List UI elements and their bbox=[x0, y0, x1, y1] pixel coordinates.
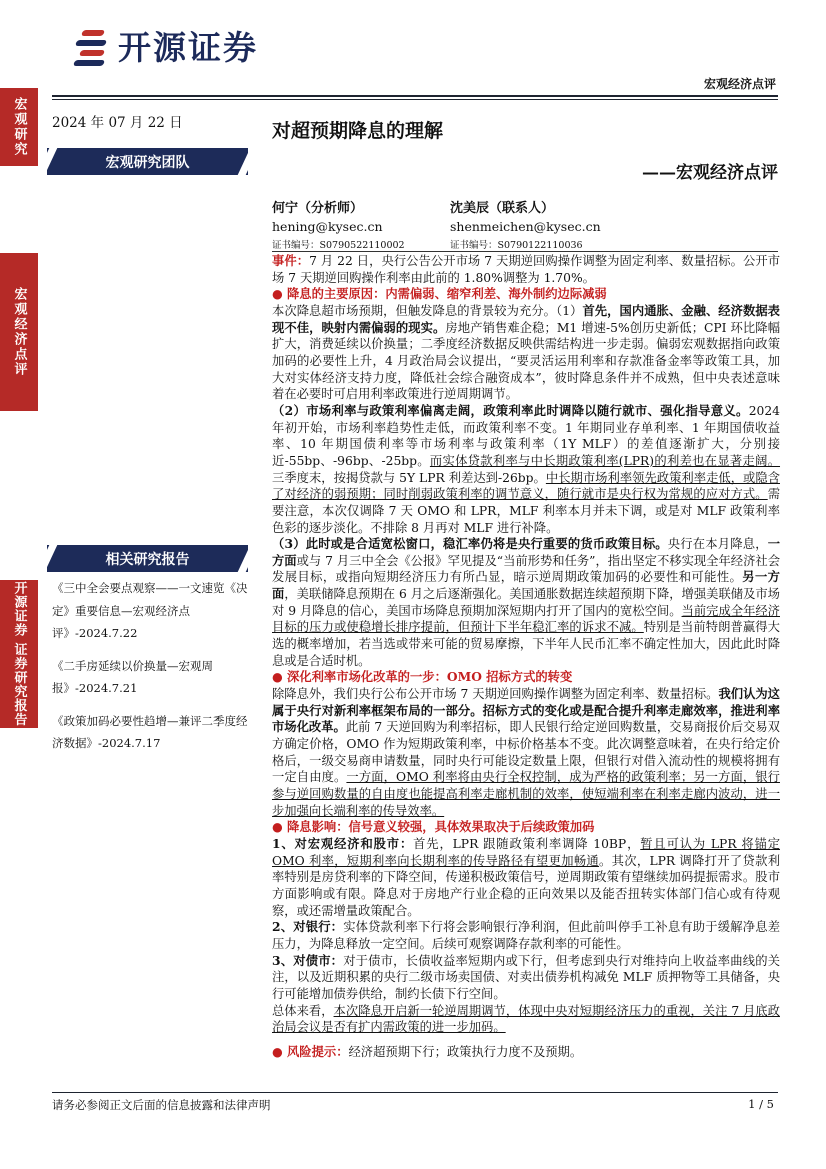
paragraph: 除降息外，我们央行公布公开市场 7 天期逆回购操作调整为固定利率、数量招标。我们认为这属于央行对新利率框架布局的一部分。招标方式的变化或是配合提升利率走廊效率，推进利率市场化改革。此前 7 天逆回购为利率招标，即人民银行给定逆回购数量，交易商报价后交易双方确定价格，OMO 作为短期政策利率，中标价格基本不变。此次调整意味着，在央行给定价格后，一级交易商申请数量，同时央行可能设定数量上限，但银行对借入流动性的规模将拥有一定自由度。一方面，OMO 利率将由央行全权控制，成为严格的政策利率；另一方面，银行参与逆回购数量的自由度也能提高利率走廊机制的效率，使短端利率在利率走廊内波动，进一步加强向长端利率的传导效率。 bbox=[272, 686, 780, 818]
paragraph: 3、对债市：对于债市，长债收益率短期内或下行，但考虑到央行对维持向上收益率曲线的关注，以及近期积累的央行二级市场卖国债、对卖出债券机构减免 MLF 质押物等工具储备，央行可能增加债券供给，制约长债下行空间。 bbox=[272, 952, 780, 1001]
company-logo bbox=[74, 22, 258, 69]
analyst-cert: 证书编号：S0790122110036 bbox=[450, 240, 583, 251]
paragraph: 本次降息超市场预期，但触发降息的背景较为充分。（1）首先，国内通胀、金融、经济数据表现不佳，映射内需偏弱的现实。房地产销售难企稳；M1 增速-5%创历史新低；CPI 环比降幅扩大，消费延续以价换量；二季度经济数据反映供需结构进一步走弱。偏弱宏观数据指向政策加码的必要性上升，4 月政治局会议提出，“要灵活运用利率和存款准备金率等政策工具，加大对实体经济支持力度，降低社会综合融资成本”，彼时降息条件并不成熟，但中央表述意味着在必要时可启用利率政策进行逆周期调节。 bbox=[272, 302, 780, 402]
analyst-name: 沈美辰（联系人） bbox=[450, 201, 555, 216]
report-body bbox=[272, 253, 780, 1061]
analyst-1 bbox=[272, 200, 405, 255]
section-heading: ● 降息的主要原因：内需偏弱、缩窄利差、海外制约边际减弱 bbox=[272, 286, 607, 302]
section-heading: ● 降息影响：信号意义较强，具体效果取决于后续政策加码 bbox=[272, 819, 595, 835]
side-tab-top: 宏观研究 bbox=[0, 88, 38, 166]
header-divider-thin bbox=[52, 99, 778, 100]
related-report-item[interactable]: 《政策加码必要性趋增—兼评二季度经济数据》-2024.7.17 bbox=[52, 713, 248, 750]
logo-text: 开源证券 bbox=[118, 28, 258, 67]
related-report-item[interactable]: 《二手房延续以价换量—宏观周报》-2024.7.21 bbox=[52, 658, 213, 695]
page-subtitle: ——宏观经济点评 bbox=[642, 163, 778, 183]
related-reports-label: 相关研究报告 bbox=[47, 545, 248, 572]
analyst-cert: 证书编号：S0790522110002 bbox=[272, 240, 405, 251]
section-heading: ● 深化利率市场化改革的一步：OMO 招标方式的转变 bbox=[272, 669, 573, 685]
analyst-2 bbox=[450, 200, 601, 255]
header-divider bbox=[52, 95, 778, 97]
related-report-item[interactable]: 《三中全会要点观察——一文速览《决定》重要信息—宏观经济点评》-2024.7.22 bbox=[52, 581, 248, 640]
paragraph: 1、对宏观经济和股市：首先，LPR 跟随政策利率调降 10BP，暂且可认为 LPR 将锚定 OMO 利率，短期利率向长期利率的传导路径有望更加畅通。其次，LPR 调降打开了贷款利率特别是房贷利率的下降空间，传递积极政策信号，逆周期政策有望继续加码提振需求。股市方面影响或有限。降息对于房地产行业企稳的正向效果以及能否扭转实体部门信心或有待观察，或还需增量政策配合。 bbox=[272, 835, 780, 918]
team-label: 宏观研究团队 bbox=[47, 148, 248, 175]
analyst-divider bbox=[272, 251, 778, 252]
report-date: 2024 年 07 月 22 日 bbox=[52, 115, 183, 131]
side-tab-bottom: 开源证券 证券研究报告 bbox=[0, 580, 38, 728]
analyst-email[interactable]: hening@kysec.cn bbox=[272, 219, 383, 234]
paragraph: 总体来看，本次降息开启新一轮逆周期调节，体现中央对短期经济压力的重视，关注 7 月底政治局会议是否有扩内需政策的进一步加码。 bbox=[272, 1003, 780, 1035]
paragraph: （3）此时或是合适宽松窗口，稳汇率仍将是央行重要的货币政策目标。央行在本月降息，一方面或与 7 月三中全会《公报》罕见提及“当前形势和任务”，指出坚定不移实现全年经济社会发展目标，或指向短期经济压力有所凸显，暗示逆周期政策加码的必要性和可能性。另一方面，美联储降息预期在 6 月之后逐渐强化。美国通胀数据连续超预期下降，增强美联储及市场对 9 月降息的信心，美国市场降息预期加深短期内打开了国内的宽松空间。当前完成全年经济目标的压力或使稳增长排序提前，但预计下半年稳汇率的诉求不减。特别是当前特朗普赢得大选的概率增加，若当选或带来可能的贸易摩擦，下半年人民币汇率不确定性加大，因此此时降息或是合适时机。 bbox=[272, 536, 780, 668]
event-paragraph: 事件：7 月 22 日，央行公告公开市场 7 天期逆回购操作调整为固定利率、数量招标。公开市场 7 天期逆回购操作利率由此前的 1.80%调整为 1.70%。 bbox=[272, 253, 780, 285]
analyst-name: 何宁（分析师） bbox=[272, 201, 364, 216]
logo-mark-icon bbox=[74, 24, 112, 68]
risk-paragraph: ● 风险提示：经济超预期下行；政策执行力度不及预期。 bbox=[272, 1043, 583, 1059]
side-tab-middle: 宏观经济点评 bbox=[0, 253, 38, 411]
page-number: 1 / 5 bbox=[748, 1097, 774, 1111]
analyst-email[interactable]: shenmeichen@kysec.cn bbox=[450, 219, 601, 234]
paragraph: 2、对银行：实体贷款利率下行将会影响银行净利润，但此前叫停手工补息有助于缓解净息差压力，为降息释放一定空间。后续可观察调降存款利率的可能性。 bbox=[272, 919, 780, 951]
report-type-label: 宏观经济点评 bbox=[703, 77, 776, 91]
footer-divider bbox=[52, 1092, 778, 1093]
related-reports-list bbox=[52, 577, 257, 755]
footer-disclaimer: 请务必参阅正文后面的信息披露和法律声明 bbox=[52, 1098, 271, 1112]
page-title: 对超预期降息的理解 bbox=[272, 120, 444, 142]
paragraph: （2）市场利率与政策利率偏离走阔，政策利率此时调降以随行就市、强化指导意义。2024 年初开始，市场利率趋势性走低，而政策利率不变。1 年期同业存单利率、1 年期国债收益率、10 年期国债利率等市场利率与政策利率（1Y MLF）的差值逐渐扩大，分别接近-55bp、-96bp、-25bp。而实体贷款利率与中长期政策利率(LPR)的利差也在显著走阔。三季度末，按揭贷款与 5Y LPR 利差达到-26bp。中长期市场利率领先政策利率走低，或隐含了对经济的弱预期；同时削弱政策利率的调节意义，随行就市是央行权为常规的应对方式。需要注意，本次仅调降 7 天 OMO 和 LPR，MLF 利率本月并未下调，或是对 MLF 政策利率色彩的逐步淡化。不排除 8 月再对 MLF 进行补降。 bbox=[272, 402, 781, 535]
